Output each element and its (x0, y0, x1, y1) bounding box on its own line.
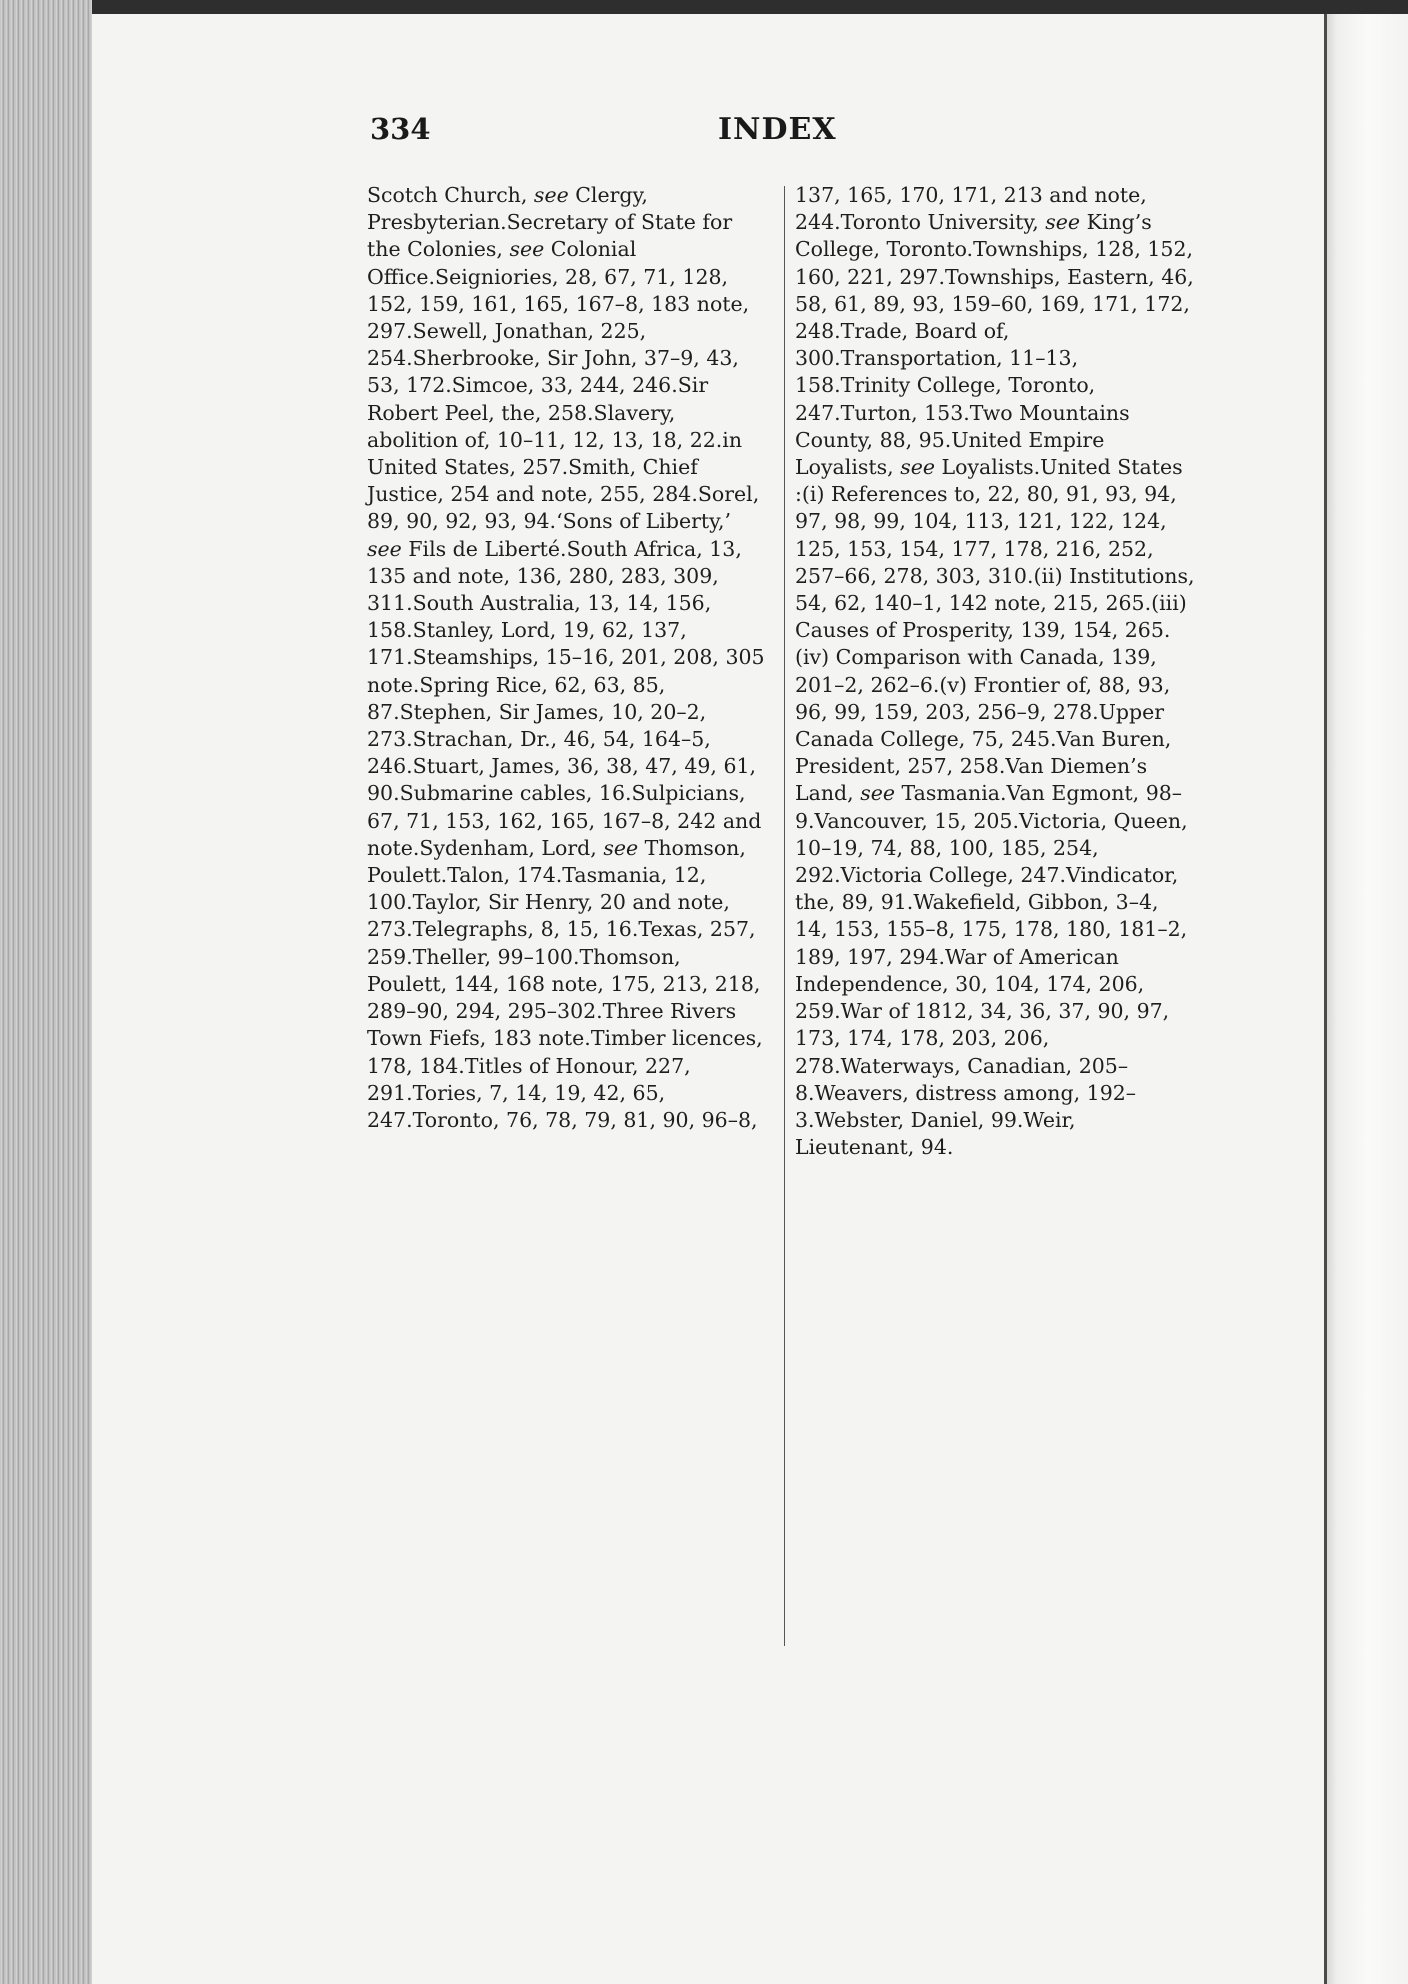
facing-page-edge (1324, 14, 1408, 1984)
page-number: 334 (370, 112, 431, 146)
book-top-edge (0, 0, 1408, 14)
column-divider (784, 186, 785, 1646)
book-page-edges (0, 0, 92, 1984)
page-header (370, 112, 1270, 162)
index-column-left: Scotch Church, see Clergy, Presbyterian.Secretary of State for the Colonies, see Colonial Office.Seigniories, 28, 67, 71, 128, 152, 159, 161, 165, 167–8, 183 note, 297.Sewell, Jonathan, 225, 254.Sherbrooke, Sir John, 37–9, 43, 53, 172.Simcoe, 33, 244, 246.Sir Robert Peel, the, 258.Slavery, abolition of, 10–11, 12, 13, 18, 22.in United States, 257.Smith, Chief Justice, 254 and note, 255, 284.Sorel, 89, 90, 92, 93, 94.‘Sons of Liberty,’ see Fils de Liberté.South Africa, 13, 135 and note, 136, 280, 283, 309, 311.South Australia, 13, 14, 156, 158.Stanley, Lord, 19, 62, 137, 171.Steamships, 15–16, 201, 208, 305 note.Spring Rice, 62, 63, 85, 87.Stephen, Sir James, 10, 20–2, 273.Strachan, Dr., 46, 54, 164–5, 246.Stuart, James, 36, 38, 47, 49, 61, 90.Submarine cables, 16.Sulpicians, 67, 71, 153, 162, 165, 167–8, 242 and note.Sydenham, Lord, see Thomson, Poulett.Talon, 174.Tasmania, 12, 100.Taylor, Sir Henry, 20 and note, 273.Telegraphs, 8, 15, 16.Texas, 257, 259.Theller, 99–100.Thomson, Poulett, 144, 168 note, 175, 213, 218, 289–90, 294, 295–302.Three Rivers Town Fiefs, 183 note.Timber licences, 178, 184.Titles of Honour, 227, 291.Tories, 7, 14, 19, 42, 65, 247.Toronto, 76, 78, 79, 81, 90, 96–8, (367, 183, 765, 1132)
running-head: INDEX (718, 112, 837, 147)
index-column-right: 137, 165, 170, 171, 213 and note, 244.Toronto University, see King’s College, Toronto.Townships, 128, 152, 160, 221, 297.Townships, Eastern, 46, 58, 61, 89, 93, 159–60, 169, 171, 172, 248.Trade, Board of, 300.Transportation, 11–13, 158.Trinity College, Toronto, 247.Turton, 153.Two Mountains County, 88, 95.United Empire Loyalists, see Loyalists.United States :(i) References to, 22, 80, 91, 93, 94, 97, 98, 99, 104, 113, 121, 122, 124, 125, 153, 154, 177, 178, 216, 252, 257–66, 278, 303, 310.(ii) Institutions, 54, 62, 140–1, 142 note, 215, 265.(iii) Causes of Prosperity, 139, 154, 265.(iv) Comparison with Canada, 139, 201–2, 262–6.(v) Frontier of, 88, 93, 96, 99, 159, 203, 256–9, 278.Upper Canada College, 75, 245.Van Buren, President, 257, 258.Van Diemen’s Land, see Tasmania.Van Egmont, 98–9.Vancouver, 15, 205.Victoria, Queen, 10–19, 74, 88, 100, 185, 254, 292.Victoria College, 247.Vindicator, the, 89, 91.Wakefield, Gibbon, 3–4, 14, 153, 155–8, 175, 178, 180, 181–2, 189, 197, 294.War of American Independence, 30, 104, 174, 206, 259.War of 1812, 34, 36, 37, 90, 97, 173, 174, 178, 203, 206, 278.Waterways, Canadian, 205–8.Weavers, distress among, 192–3.Webster, Daniel, 99.Weir, Lieutenant, 94. (795, 183, 1195, 1160)
